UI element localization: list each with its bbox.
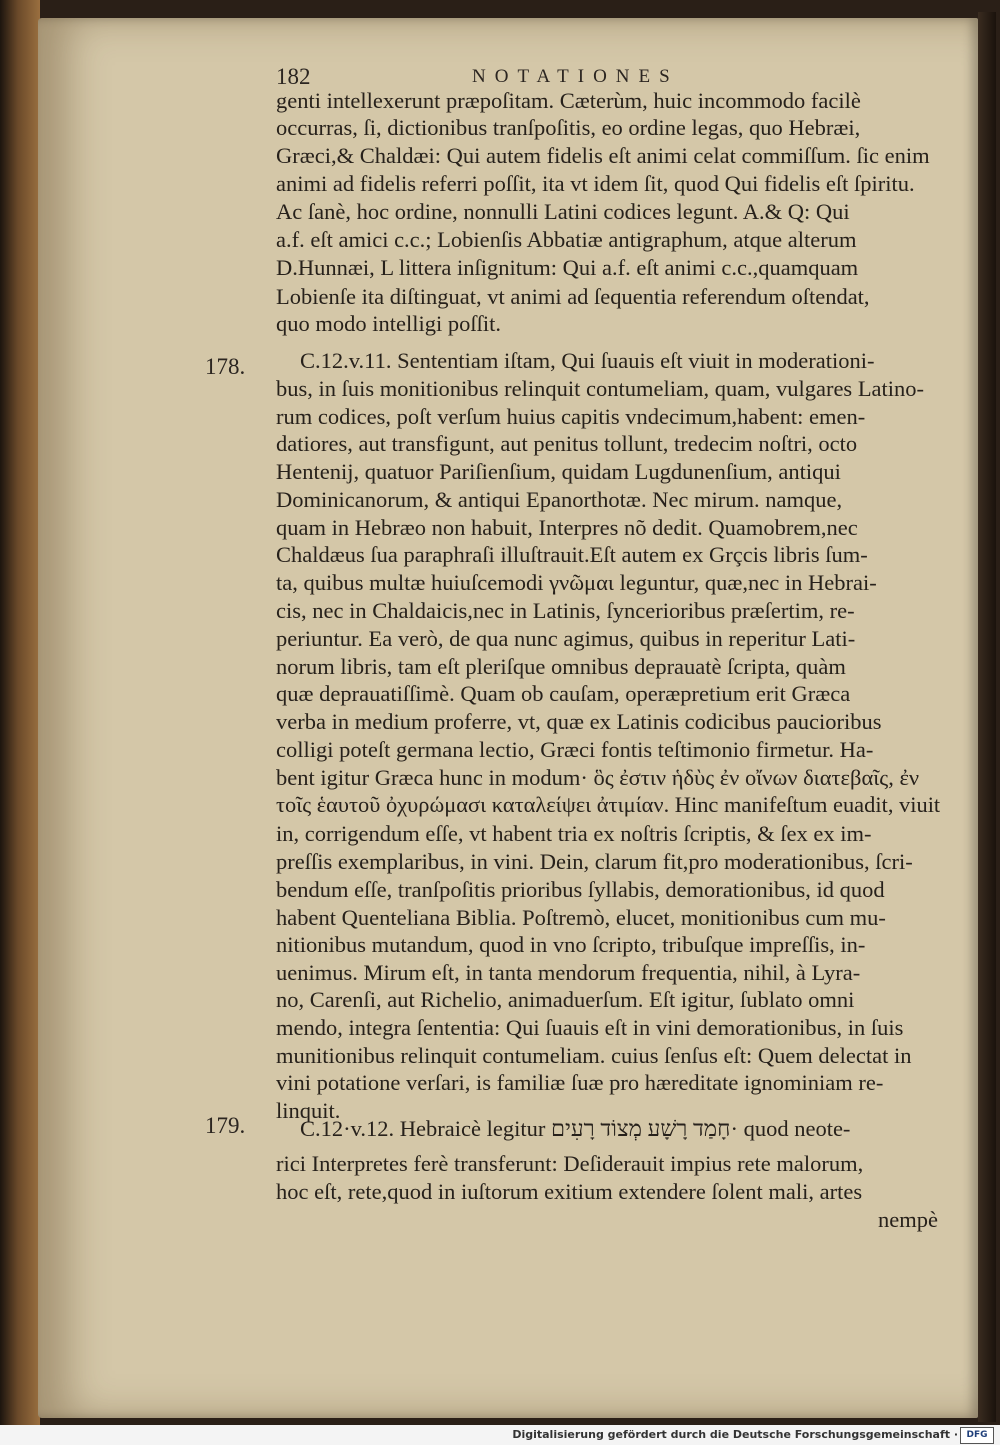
text-line [0,171,1000,199]
text-line [0,737,1000,765]
margin-section-number: 178. [205,354,246,379]
text-line-content: τοῖς ἑαυτοῦ ὀχυρώμασι καταλείψει ἀτιμίαν. Hinc manifeſtum euadit, viuit [276,792,941,817]
text-line-content: cis, nec in Chaldaicis,nec in Latinis, ſyncerioribus præſertim, re- [276,598,855,623]
text-line [0,515,1000,543]
text-line [0,227,1000,255]
text-line-content: preſſis exemplaribus, in vini. Dein, clarum fit,pro moderationibus, ſcri- [276,849,913,874]
text-line [0,199,1000,227]
text-line [0,311,1000,339]
text-line [0,821,1000,849]
footer-bar [0,1425,1000,1445]
text-line-content: nempè [878,1207,938,1232]
text-line-content: quæ deprauatiſſimè. Quam ob cauſam, operæpretium erit Græca [276,681,851,706]
text-line-content: datiores, aut transfigunt, aut penitus tollunt, tredecim noſtri, octo [276,431,858,456]
text-line [0,905,1000,933]
text-line [0,143,1000,171]
text-line [0,877,1000,905]
text-line [0,284,1000,312]
text-line [0,1179,1000,1207]
text-line [0,765,1000,793]
text-line [0,88,1000,116]
text-line-content: C.12.v.11. Sententiam iſtam, Qui ſuauis eſt viuit in moderationi- [300,348,875,373]
text-line [0,348,1000,376]
text-line-content: verba in medium proferre, vt, quæ ex Latinis codicibus paucioribus [276,709,882,734]
text-line [0,570,1000,598]
page-number: 182 [276,64,311,89]
text-line [0,709,1000,737]
text-line [0,849,1000,877]
text-line-content: no, Carenſi, aut Richelio, animaduerſum. Eſt igitur, ſublato omni [276,987,855,1012]
text-line [0,1151,1000,1179]
text-line-content: mendo, integra ſententia: Qui ſuauis eſt in vini demorationibus, in ſuis [276,1015,904,1040]
text-line [0,1207,1000,1235]
text-line-content: Ac ſanè, hoc ordine, nonnulli Latini codices legunt. A.& Q: Qui [276,199,850,224]
text-line [0,459,1000,487]
text-line [0,681,1000,709]
text-line-content: periuntur. Ea verò, de qua nunc agimus, quibus in reperitur Lati- [276,626,856,651]
text-line-content: in, corrigendum eſſe, vt habent tria ex noſtris ſcriptis, & ſex ex im- [276,821,872,846]
text-line-content: quam in Hebræo non habuit, Interpres nõ dedit. Quamobrem,nec [276,515,858,540]
text-line-content: uenimus. Mirum eſt, in tanta mendorum frequentia, nihil, à Lyra- [276,960,861,985]
text-line [0,932,1000,960]
text-line [0,115,1000,143]
text-line-content: ta, quibus multæ huiuſcemodi γνῶμαι leguntur, quæ,nec in Hebrai- [276,570,877,595]
text-line-content: genti intellexerunt præpoſitam. Cæterùm, huic incommodo facilè [276,88,861,113]
text-line-content: bendum eſſe, tranſpoſitis prioribus ſyllabis, demorationibus, id quod [276,877,885,902]
text-line [0,1043,1000,1071]
text-line-content: colligi poteſt germana lectio, Græci fontis teſtimonio firmetur. Ha- [276,737,874,762]
text-line [0,654,1000,682]
digitization-credit: Digitalisierung gefördert durch die Deutsche Forschungsgemeinschaft · [512,1428,958,1441]
text-line-content: nitionibus mutandum, quod in vno ſcripto, tribuſque impreſſis, in- [276,932,866,957]
text-line [0,987,1000,1015]
text-line-content: rici Interpretes ferè transferunt: Deſiderauit impius rete malorum, [276,1151,864,1176]
text-line-content: Hentenij, quatuor Pariſienſium, quidam Lugdunenſium, antiqui [276,459,841,484]
text-line-content: rum codices, poſt verſum huius capitis vndecimum,habent: emen- [276,404,866,429]
text-line [0,376,1000,404]
text-line-content: linquit. [276,1098,341,1123]
text-line-content: occurras, ſi, dictionibus tranſpoſitis, eo ordine legas, quo Hebræi, [276,115,861,140]
text-line-content: vini potatione verſari, is familiæ ſuæ pro hæreditate ignominiam re- [276,1070,884,1095]
text-line-content: Græci,& Chaldæi: Qui autem fidelis eſt animi celat commiſſum. ſic enim [276,143,930,168]
text-line-content: C.12·v.12. Hebraicè legitur חָמַד רָשָׁע מְצוֹד רָעִים· quod neote- [300,1116,851,1141]
text-line-content: Dominicanorum, & antiqui Epanorthotæ. Nec mirum. namque, [276,487,843,512]
text-line [0,1070,1000,1098]
text-line-content: Chaldæus ſua paraphraſi illuſtrauit.Eſt autem ex Grçcis libris ſum- [276,542,868,567]
text-line [0,255,1000,283]
text-line [0,487,1000,515]
text-line-content: Lobienſe ita diſtinguat, vt animi ad ſequentia referendum oſtendat, [276,284,870,309]
text-line-content: bus, in ſuis monitionibus relinquit contumeliam, quam, vulgares Latino- [276,376,925,401]
text-line [0,431,1000,459]
text-line-content: D.Hunnæi, L littera inſignitum: Qui a.f. eſt animi c.c.,quamquam [276,255,859,280]
dfg-logo: DFG [960,1427,994,1444]
text-line [0,542,1000,570]
text-line-content: bent igitur Græca hunc in modum· ὃς ἐστιν ἡδὺς ἐν οἴνων διατεβαῖς, ἐν [276,765,920,790]
text-line-content: norum libris, tam eſt pleriſque omnibus deprauatè ſcripta, quàm [276,654,846,679]
text-line [0,960,1000,988]
text-line [0,1116,1000,1144]
page-header [0,60,1000,90]
text-line [0,626,1000,654]
text-line [0,404,1000,432]
text-line-content: animi ad fidelis referri poſſit, ita vt idem ſit, quod Qui fidelis eſt ſpiritu. [276,171,915,196]
running-head: NOTATIONES [472,66,679,87]
text-line-content: hoc eſt, rete,quod in iuſtorum exitium extendere ſolent mali, artes [276,1179,863,1204]
text-line-content: munitionibus relinquit contumeliam. cuius ſenſus eſt: Quem delectat in [276,1043,912,1068]
text-line [0,598,1000,626]
margin-section-number: 179. [205,1113,246,1138]
text-line [0,792,1000,820]
text-line-content: a.f. eſt amici c.c.; Lobienſis Abbatiæ antigraphum, atque alterum [276,227,857,252]
text-line-content: quo modo intelligi poſſit. [276,311,501,336]
text-line-content: habent Quenteliana Biblia. Poſtremò, elucet, monitionibus cum mu- [276,905,886,930]
text-line [0,1015,1000,1043]
